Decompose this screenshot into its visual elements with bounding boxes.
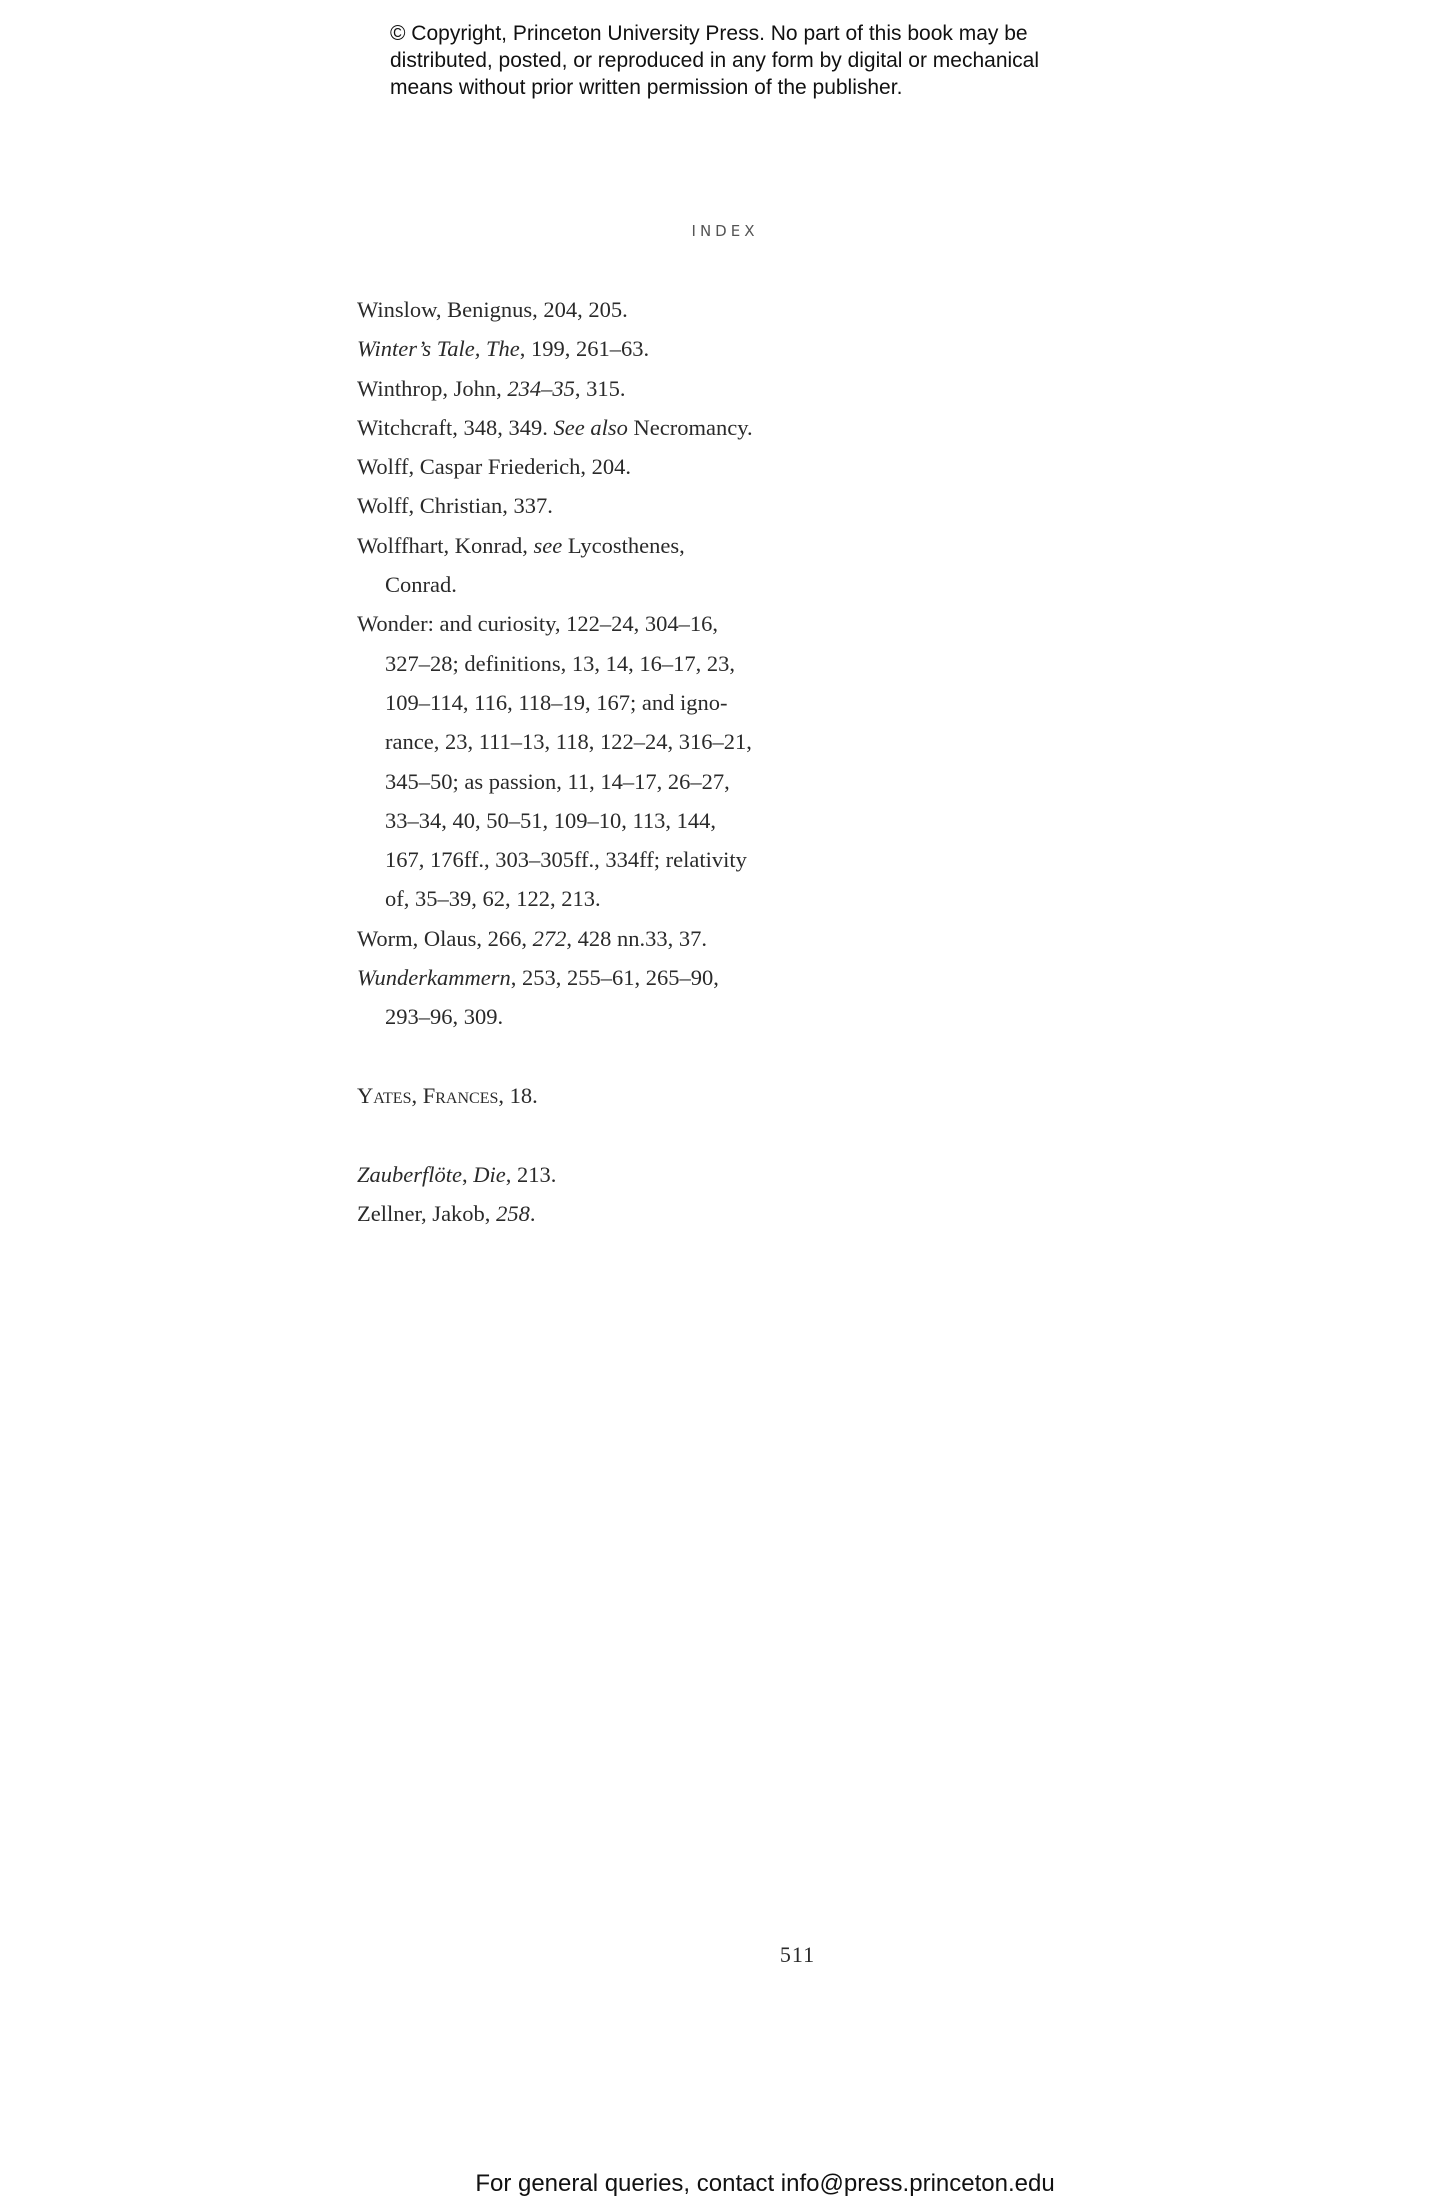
footer-contact: For general queries, contact info@press.princeton.edu xyxy=(475,2170,1055,2197)
entry-illustration-pages: 272 xyxy=(532,925,567,951)
entry-text: Necromancy. xyxy=(627,414,753,440)
letter-gap xyxy=(357,1115,917,1154)
copyright-line-1: © Copyright, Princeton University Press. No part of this book may be xyxy=(390,22,1028,45)
entry-text: Wolff, Caspar Friederich, 204. xyxy=(357,454,631,480)
entry-continuation: 109–114, 116, 118–19, 167; and igno- xyxy=(385,689,728,715)
entry-title: Wunderkammern xyxy=(357,965,511,991)
entry-text: , 213. xyxy=(505,1161,557,1187)
entry-line xyxy=(357,958,917,997)
index-entry-wolff-christian xyxy=(357,486,917,525)
index-entry-winters-tale xyxy=(357,329,917,368)
entry-text: Lycosthenes, xyxy=(562,532,685,558)
entry-text: Winslow, Benignus, 204, 205. xyxy=(357,297,628,322)
entry-continuation: 167, 176ff., 303–305ff., 334ff; relativity xyxy=(385,847,747,873)
entry-cross-reference: see xyxy=(533,532,563,558)
entry-illustration-pages: 234–35 xyxy=(507,375,575,401)
entry-title: Winter’s Tale, The xyxy=(357,336,520,362)
entry-text: . xyxy=(529,1200,536,1226)
entry-text: Zellner, Jakob, xyxy=(357,1200,497,1226)
entry-line xyxy=(357,329,917,368)
entry-title: Die xyxy=(473,1161,506,1187)
entry-cross-reference: See also xyxy=(553,414,628,440)
entry-continuation: 327–28; definitions, 13, 14, 16–17, 23, xyxy=(385,650,735,676)
entry-continuation: 293–96, 309. xyxy=(385,1004,504,1030)
entry-continuation: of, 35–39, 62, 122, 213. xyxy=(385,886,601,912)
index-list xyxy=(357,290,917,1233)
entry-line xyxy=(357,408,917,447)
index-entry-wunderkammern xyxy=(357,958,917,1037)
index-entry-wonder xyxy=(357,604,917,918)
entry-name-smallcaps: Yates, Frances xyxy=(357,1082,499,1108)
index-entry-winthrop xyxy=(357,369,917,408)
copyright-line-2: distributed, posted, or reproduced in any form by digital or mechanical xyxy=(390,49,1040,72)
entry-line xyxy=(357,1194,917,1233)
entry-line xyxy=(357,526,917,565)
copyright-notice xyxy=(390,20,1150,101)
entry-text: Wolff, Christian, 337. xyxy=(357,493,553,519)
entry-text: , 315. xyxy=(574,375,626,401)
entry-line xyxy=(357,369,917,408)
entry-text: , 253, 255–61, 265–90, xyxy=(510,965,719,991)
entry-text: Worm, Olaus, 266, xyxy=(357,925,533,951)
entry-continuation: 33–34, 40, 50–51, 109–10, 113, 144, xyxy=(385,807,717,833)
entry-text: , 428 nn.33, 37. xyxy=(566,925,708,951)
entry-text: Wolffhart, Konrad, xyxy=(357,532,534,558)
index-entry-wolff-caspar xyxy=(357,447,917,486)
index-entry-zauberflote xyxy=(357,1155,917,1194)
entry-line xyxy=(357,1155,917,1194)
entry-line: Wonder: and curiosity, 122–24, 304–16, xyxy=(357,611,719,637)
running-head: INDEX xyxy=(691,222,759,240)
entry-text: Winthrop, John, xyxy=(357,375,508,401)
entry-title: Zauberflöte xyxy=(357,1161,462,1187)
page-number: 511 xyxy=(779,1942,816,1967)
index-entry-zellner xyxy=(357,1194,917,1233)
entry-text: , 199, 261–63. xyxy=(519,336,650,362)
entry-line xyxy=(357,919,917,958)
entry-line xyxy=(357,1076,917,1115)
entry-illustration-pages: 258 xyxy=(496,1200,530,1226)
entry-text: , xyxy=(462,1161,474,1187)
entry-continuation: rance, 23, 111–13, 118, 122–24, 316–21, xyxy=(385,729,752,755)
index-entry-yates xyxy=(357,1076,917,1115)
entry-continuation: 345–50; as passion, 11, 14–17, 26–27, xyxy=(385,768,730,794)
index-entry-winslow xyxy=(357,290,917,329)
copyright-line-3: means without prior written permission of the publisher. xyxy=(390,76,903,99)
entry-text: , 18. xyxy=(498,1082,538,1108)
index-entry-wolffhart xyxy=(357,526,917,605)
letter-gap xyxy=(357,1037,917,1076)
entry-continuation: Conrad. xyxy=(385,572,457,598)
index-entry-witchcraft xyxy=(357,408,917,447)
entry-text: Witchcraft, 348, 349. xyxy=(357,414,554,440)
index-entry-worm xyxy=(357,919,917,958)
